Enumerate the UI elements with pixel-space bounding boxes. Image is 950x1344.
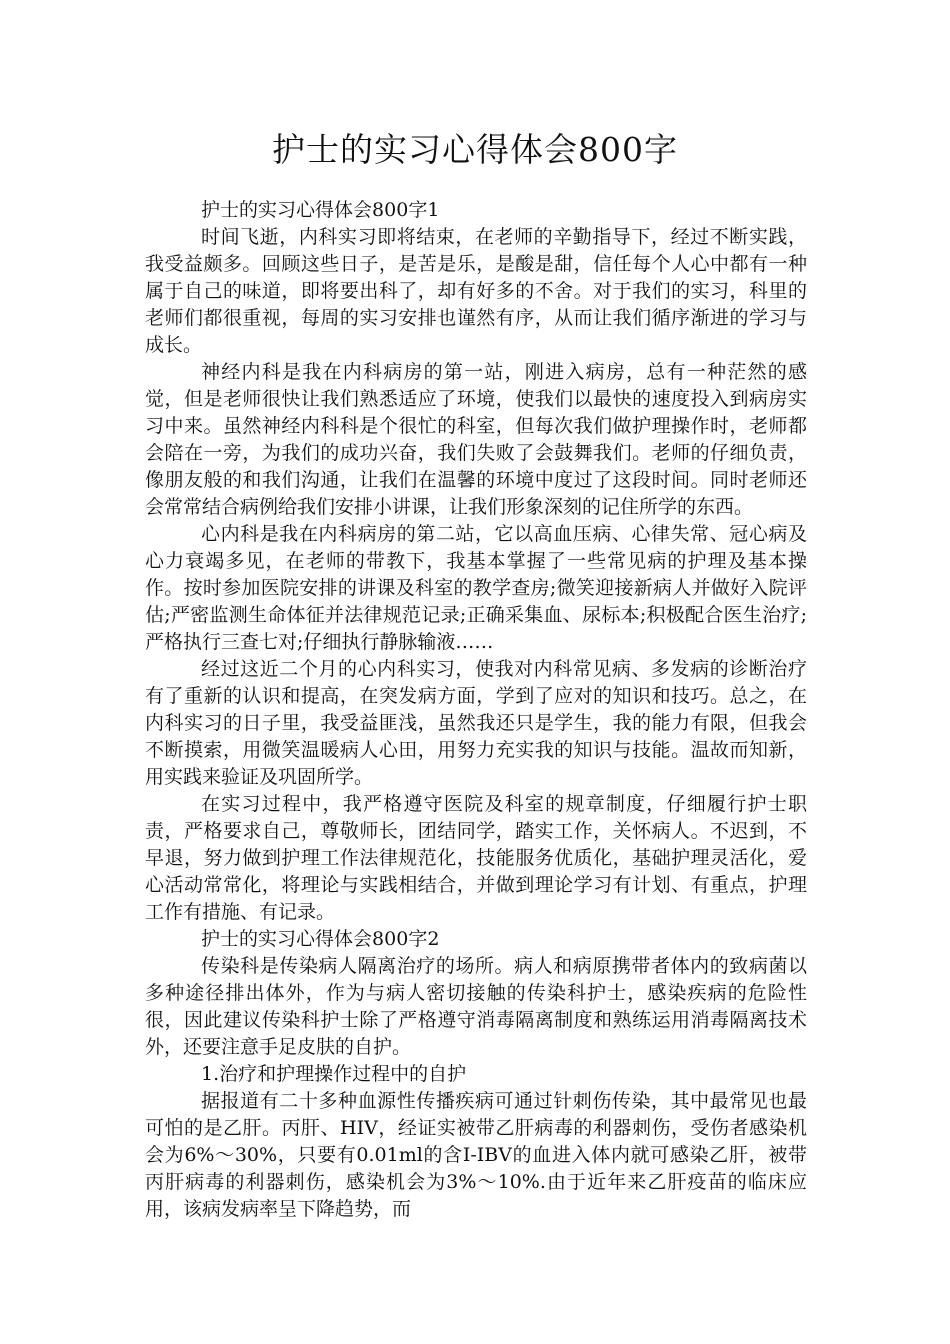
paragraph: 经过这近二个月的心内科实习，使我对内科常见病、多发病的诊断治疗有了重新的认识和提高，在突发病方面，学到了应对的知识和技巧。总之，在内科实习的日子里，我受益匪浅，虽然我还只是学生，我的能力有限，但我会不断摸索，用微笑温暖病人心田，用努力充实我的知识与技能。温故而知新，用实践来验证及巩固所学。	[145, 658, 807, 788]
subsection-heading: 1.治疗和护理操作过程中的自护	[201, 1063, 467, 1085]
paragraph: 传染科是传染病人隔离治疗的场所。病人和病原携带者体内的致病菌以多种途径排出体外，作为与病人密切接触的传染科护士，感染疾病的危险性很，因此建议传染科护士除了严格遵守消毒隔离制度和熟练运用消毒隔离技术外，还要注意手足皮肤的自护。	[145, 955, 807, 1058]
section-heading-1: 护士的实习心得体会800字1	[201, 199, 440, 221]
section-heading-2: 护士的实习心得体会800字2	[201, 928, 440, 950]
document-body	[145, 197, 807, 1223]
paragraph: 心内科是我在内科病房的第二站，它以高血压病、心律失常、冠心病及心力衰竭多见，在老师的带教下，我基本掌握了一些常见病的护理及基本操作。按时参加医院安排的讲课及科室的教学查房;微笑迎接新病人并做好入院评估;严密监测生命体征并法律规范记录;正确采集血、尿标本;积极配合医生治疗;严格执行三查七对;仔细执行静脉输液……	[145, 523, 807, 653]
paragraph: 神经内科是我在内科病房的第一站，刚进入病房，总有一种茫然的感觉，但是老师很快让我们熟悉适应了环境，使我们以最快的速度投入到病房实习中来。虽然神经内科科是个很忙的科室，但每次我们做护理操作时，老师都会陪在一旁，为我们的成功兴奋，我们失败了会鼓舞我们。老师的仔细负责，像朋友般的和我们沟通，让我们在温馨的环境中度过了这段时间。同时老师还会常常结合病例给我们安排小讲课，让我们形象深刻的记住所学的东西。	[145, 361, 807, 518]
paragraph: 在实习过程中，我严格遵守医院及科室的规章制度，仔细履行护士职责，严格要求自己，尊敬师长，团结同学，踏实工作，关怀病人。不迟到，不早退，努力做到护理工作法律规范化，技能服务优质化，基础护理灵活化，爱心活动常常化，将理论与实践相结合，并做到理论学习有计划、有重点，护理工作有措施、有记录。	[145, 793, 807, 923]
document-title: 护士的实习心得体会800字	[272, 130, 678, 169]
paragraph: 据报道有二十多种血源性传播疾病可通过针刺伤传染，其中最常见也最可怕的是乙肝。丙肝、HIV，经证实被带乙肝病毒的利器刺伤，受伤者感染机会为6%～30%，只要有0.01ml的含I-IBV的血进入体内就可感染乙肝，被带丙肝病毒的利器刺伤，感染机会为3%～10%.由于近年来乙肝疫苗的临床应用，该病发病率呈下降趋势，而	[145, 1090, 807, 1220]
paragraph: 时间飞逝，内科实习即将结束，在老师的辛勤指导下，经过不断实践，我受益颇多。回顾这些日子，是苦是乐，是酸是甜，信任每个人心中都有一种属于自己的味道，即将要出科了，却有好多的不舍。对于我们的实习，科里的老师们都很重视，每周的实习安排也谨然有序，从而让我们循序渐进的学习与成长。	[145, 226, 807, 356]
